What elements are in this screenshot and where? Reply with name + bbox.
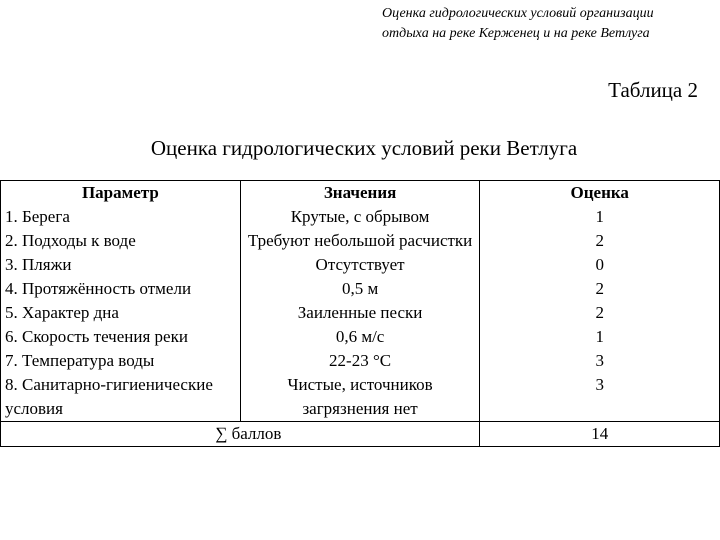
parameter-cell: 8. Санитарно-гигиенические условия [1,373,241,422]
header-score: Оценка [480,181,720,206]
value-cell: Отсутствует [240,253,480,277]
parameter-cell: 3. Пляжи [1,253,241,277]
table-row [1,253,720,277]
table-row [1,277,720,301]
value-cell: Требуют небольшой расчистки [240,229,480,253]
table-row [1,205,720,229]
header-parameter: Параметр [1,181,241,206]
score-cell: 2 [480,301,720,325]
table-header-row [1,181,720,206]
sum-row [1,422,720,447]
score-cell: 1 [480,205,720,229]
score-cell: 0 [480,253,720,277]
parameter-cell: 7. Температура воды [1,349,241,373]
parameter-cell: 4. Протяжённость отмели [1,277,241,301]
parameter-cell: 1. Берега [1,205,241,229]
value-cell: Заиленные пески [240,301,480,325]
header-values: Значения [240,181,480,206]
value-cell: 22-23 °С [240,349,480,373]
score-cell: 3 [480,373,720,422]
value-cell: 0,6 м/с [240,325,480,349]
score-cell: 2 [480,229,720,253]
parameter-cell: 2. Подходы к воде [1,229,241,253]
sum-value: 14 [480,422,720,447]
header-note [382,4,712,44]
evaluation-table [0,180,720,447]
table-row [1,349,720,373]
document-title: Оценка гидрологических условий реки Ветлуга [150,136,578,160]
table-label: Таблица 2 [608,78,698,102]
header-note-line-2: отдыха на реке Керженец и на реке Ветлуга [382,26,650,41]
parameter-cell: 5. Характер дна [1,301,241,325]
value-cell: Чистые, источников загрязнения нет [240,373,480,422]
table-row [1,373,720,422]
value-cell: Крутые, с обрывом [240,205,480,229]
value-cell: 0,5 м [240,277,480,301]
table-row [1,325,720,349]
score-cell: 1 [480,325,720,349]
sum-label: ∑ баллов [1,422,480,447]
score-cell: 2 [480,277,720,301]
table-row [1,301,720,325]
parameter-cell: 6. Скорость течения реки [1,325,241,349]
table-row [1,229,720,253]
header-note-line-1: Оценка гидрологических условий организации [382,6,654,21]
score-cell: 3 [480,349,720,373]
